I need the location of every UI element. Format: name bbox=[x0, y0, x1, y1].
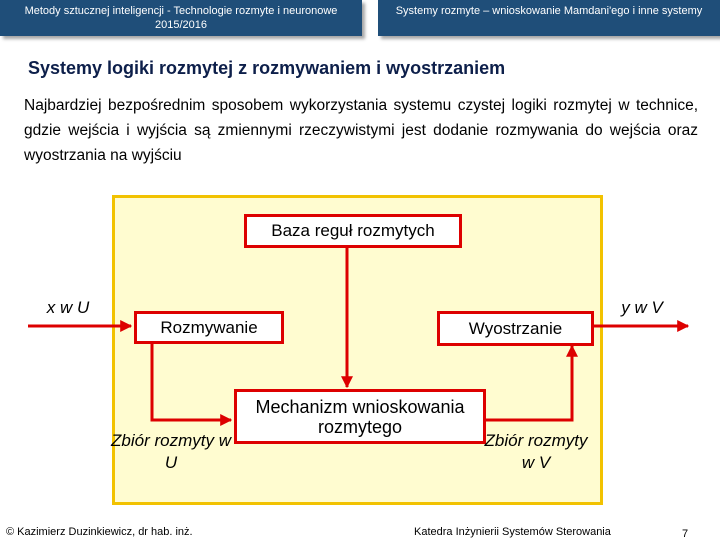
footer-department: Katedra Inżynierii Systemów Sterowania bbox=[414, 526, 611, 538]
slide-title: Systemy logiki rozmytej z rozmywaniem i wyostrzaniem bbox=[28, 58, 506, 78]
inference-label: Mechanizm wnioskowania rozmytego bbox=[255, 396, 465, 437]
input-variable-label: x w U bbox=[46, 298, 90, 317]
page-number: 7 bbox=[682, 528, 689, 540]
output-variable-label: y w V bbox=[621, 298, 663, 317]
footer-author: © Kazimierz Duzinkiewicz, dr hab. inż. bbox=[6, 526, 193, 538]
header-lecture-title: Systemy rozmyte – wnioskowanie Mamdani'ego i inne systemy bbox=[378, 0, 720, 36]
fuzzifier-box bbox=[134, 311, 284, 344]
slide-paragraph: Najbardziej bezpośrednim sposobem wykorzystania systemu czystej logiki rozmytej w technice, gdzie wejścia i wyjścia są zmiennymi rzeczywistymi jest dodanie rozmywania do wejścia oraz wyostrzania na wyjściu bbox=[24, 97, 698, 164]
fuzzifier-label: Rozmywanie bbox=[160, 317, 258, 337]
inference-to-defuzzifier-connector bbox=[486, 346, 572, 420]
rule-base-box bbox=[244, 214, 462, 248]
inference-box bbox=[234, 389, 486, 444]
input-fuzzy-set-label: Zbiór rozmyty w U bbox=[111, 431, 231, 472]
fuzzifier-to-inference-connector bbox=[152, 342, 231, 420]
defuzzifier-box bbox=[437, 311, 594, 346]
header-course-title: Metody sztucznej inteligencji - Technologie rozmyte i neuronowe 2015/2016 bbox=[0, 0, 362, 36]
defuzzifier-label: Wyostrzanie bbox=[468, 318, 563, 338]
output-fuzzy-set-label: Zbiór rozmyty w V bbox=[484, 431, 588, 472]
rule-base-label: Baza reguł rozmytych bbox=[271, 221, 435, 240]
